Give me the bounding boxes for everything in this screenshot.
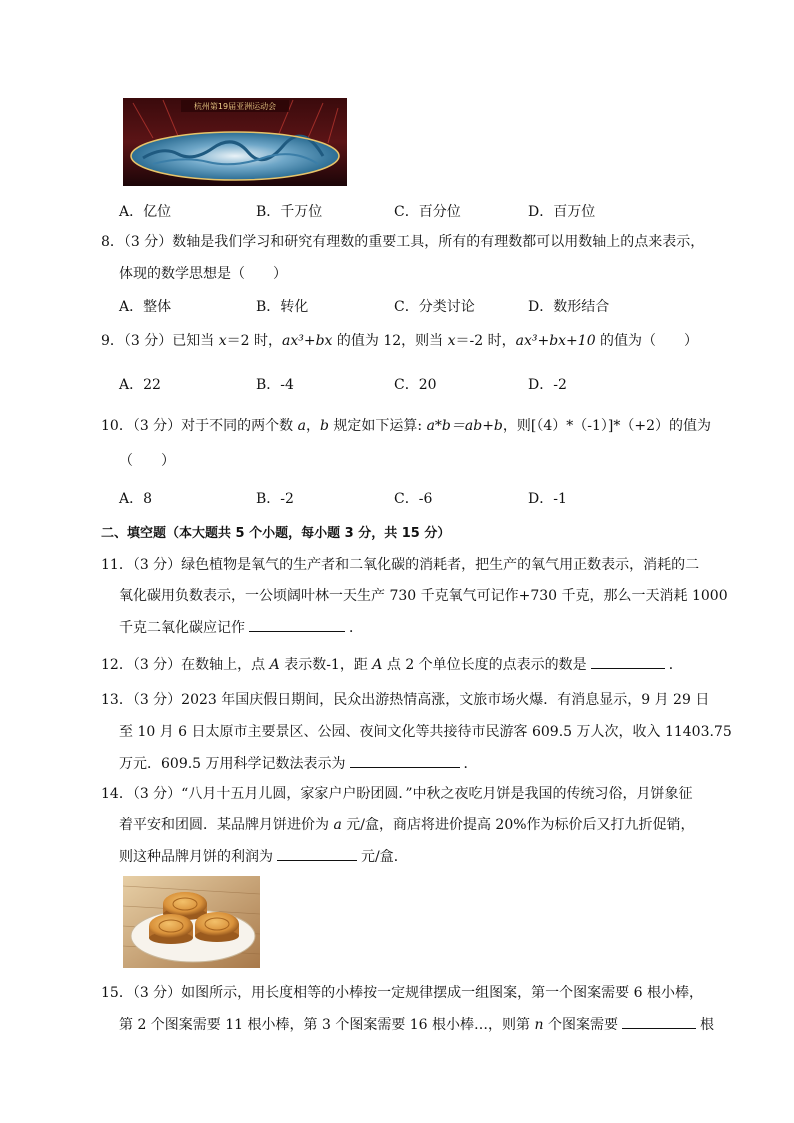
banner-caption: 杭州第19届亚洲运动会 (193, 102, 277, 111)
q13-text-3a: 万元．609.5 万用科学记数法表示为 (119, 756, 346, 772)
q10-text-2: ， (305, 418, 320, 434)
q8-stem-line2: 体现的数学思想是（ ） (119, 266, 287, 282)
q10-stem-line1 (101, 416, 711, 436)
q12-var-a: A (269, 657, 280, 673)
q12-text-3: 点 2 个单位长度的点表示的数是 (382, 657, 587, 673)
q12-text-4: ． (668, 657, 683, 673)
q12-stem (101, 654, 683, 675)
q15-text-2c: 根 (699, 1017, 714, 1033)
q14-var-a: a (333, 817, 342, 833)
q14-stem-line2 (119, 815, 695, 835)
q10-text-1: 10．（3 分）对于不同的两个数 (101, 418, 298, 434)
q13-text-3b: ． (463, 756, 478, 772)
q10-option-c: C．-6 (394, 491, 433, 507)
q11-stem-line2: 氧化碳用负数表示，一公顷阔叶林一天生产 730 千克氧气可记作+730 千克，那么一天消耗 1000 (119, 588, 728, 604)
q9-var-x: x (218, 333, 227, 349)
q9-option-d: D．-2 (528, 377, 567, 393)
q13-answer-blank[interactable] (350, 753, 460, 768)
q12-text-2: 表示数-1，距 (279, 657, 373, 673)
q13-stem-line3 (119, 753, 478, 774)
q14-text-3a: 则这种品牌月饼的利润为 (119, 849, 273, 865)
q12-var-a-2: A (372, 657, 383, 673)
q10-option-d: D．-1 (528, 491, 567, 507)
q9-text-1: 9．（3 分）已知当 (101, 333, 219, 349)
q10-option-b: B．-2 (256, 491, 294, 507)
q10-option-a: A．8 (119, 491, 153, 507)
q15-text-2b: 个图案需要 (543, 1017, 618, 1033)
q15-var-n: n (534, 1017, 544, 1033)
q9-option-c: C．20 (394, 377, 437, 393)
q11-text-3b: ． (349, 620, 363, 636)
q10-var-a: a (297, 418, 306, 434)
q7-option-d: D．百万位 (528, 204, 596, 220)
mooncake-image (123, 876, 260, 968)
q8-option-c: C．分类讨论 (394, 299, 475, 315)
q11-answer-blank[interactable] (249, 617, 345, 632)
q12-answer-blank[interactable] (591, 654, 665, 669)
q8-option-a: A．整体 (119, 299, 172, 315)
q10-var-b: b (319, 418, 329, 434)
q9-text-5: 的值为（ ） (595, 333, 699, 349)
q15-text-2a: 第 2 个图案需要 11 根小棒，第 3 个图案需要 16 根小棒…，则第 (119, 1017, 535, 1033)
q11-stem-line1: 11．（3 分）绿色植物是氧气的生产者和二氧化碳的消耗者，把生产的氧气用正数表示，消耗的二 (101, 557, 700, 573)
q9-var-x-2: x (447, 333, 456, 349)
q10-rule: a*b＝ab+b (426, 418, 503, 434)
q15-stem-line2 (119, 1014, 714, 1035)
q14-text-3b: 元/盒． (361, 849, 408, 865)
q10-stem-line2: （ ） (119, 453, 175, 469)
q9-option-b: B．-4 (256, 377, 294, 393)
banner-illustration (123, 98, 347, 186)
mooncake-illustration (123, 876, 260, 968)
section-2-heading: 二、填空题（本大题共 5 个小题，每小题 3 分，共 15 分） (101, 526, 451, 541)
asian-games-banner-image (123, 98, 347, 186)
q15-stem-line1: 15．（3 分）如图所示，用长度相等的小棒按一定规律摆成一组图案，第一个图案需要 6 根小棒， (101, 985, 703, 1001)
q8-stem-line1: 8．（3 分）数轴是我们学习和研究有理数的重要工具，所有的有理数都可以用数轴上的点来表示， (101, 234, 705, 250)
q14-text-2a: 着平安和团圆．某品牌月饼进价为 (119, 817, 334, 833)
q7-option-c: C．百分位 (394, 204, 461, 220)
q14-text-2b: 元/盒，商店将进价提高 20%作为标价后又打九折促销， (341, 817, 695, 833)
q14-stem-line3 (119, 846, 408, 867)
q13-stem-line1: 13．（3 分）2023 年国庆假日期间，民众出游热情高涨，文旅市场火爆．有消息显示，9 月 29 日 (101, 692, 710, 708)
q9-expr-2: ax³+bx+10 (515, 333, 596, 349)
q14-answer-blank[interactable] (277, 846, 357, 861)
q9-text-4: ＝-2 时， (455, 333, 516, 349)
q8-option-d: D．数形结合 (528, 299, 610, 315)
q9-text-3: 的值为 12，则当 (332, 333, 448, 349)
q15-answer-blank[interactable] (622, 1014, 696, 1029)
q9-option-a: A．22 (119, 377, 161, 393)
q10-text-3: 规定如下运算: (328, 418, 427, 434)
q9-expr-1: ax³+bx (281, 333, 333, 349)
q9-stem (101, 331, 698, 351)
q7-option-a: A．亿位 (119, 204, 172, 220)
q11-text-3a: 千克二氧化碳应记作 (119, 620, 245, 636)
q10-text-4: ，则[（4）*（-1）]*（+2）的值为 (502, 418, 711, 434)
q7-option-b: B．千万位 (256, 204, 323, 220)
q9-text-2: ＝2 时， (226, 333, 282, 349)
q14-stem-line1: 14．（3 分）“八月十五月儿圆，家家户户盼团圆．”中秋之夜吃月饼是我国的传统习俗，月饼象征 (101, 786, 693, 802)
q11-stem-line3 (119, 617, 363, 638)
q13-stem-line2: 至 10 月 6 日太原市主要景区、公园、夜间文化等共接待市民游客 609.5 万人次，收入 11403.75 (119, 724, 732, 740)
q12-text-1: 12．（3 分）在数轴上，点 (101, 657, 270, 673)
q8-option-b: B．转化 (256, 299, 309, 315)
